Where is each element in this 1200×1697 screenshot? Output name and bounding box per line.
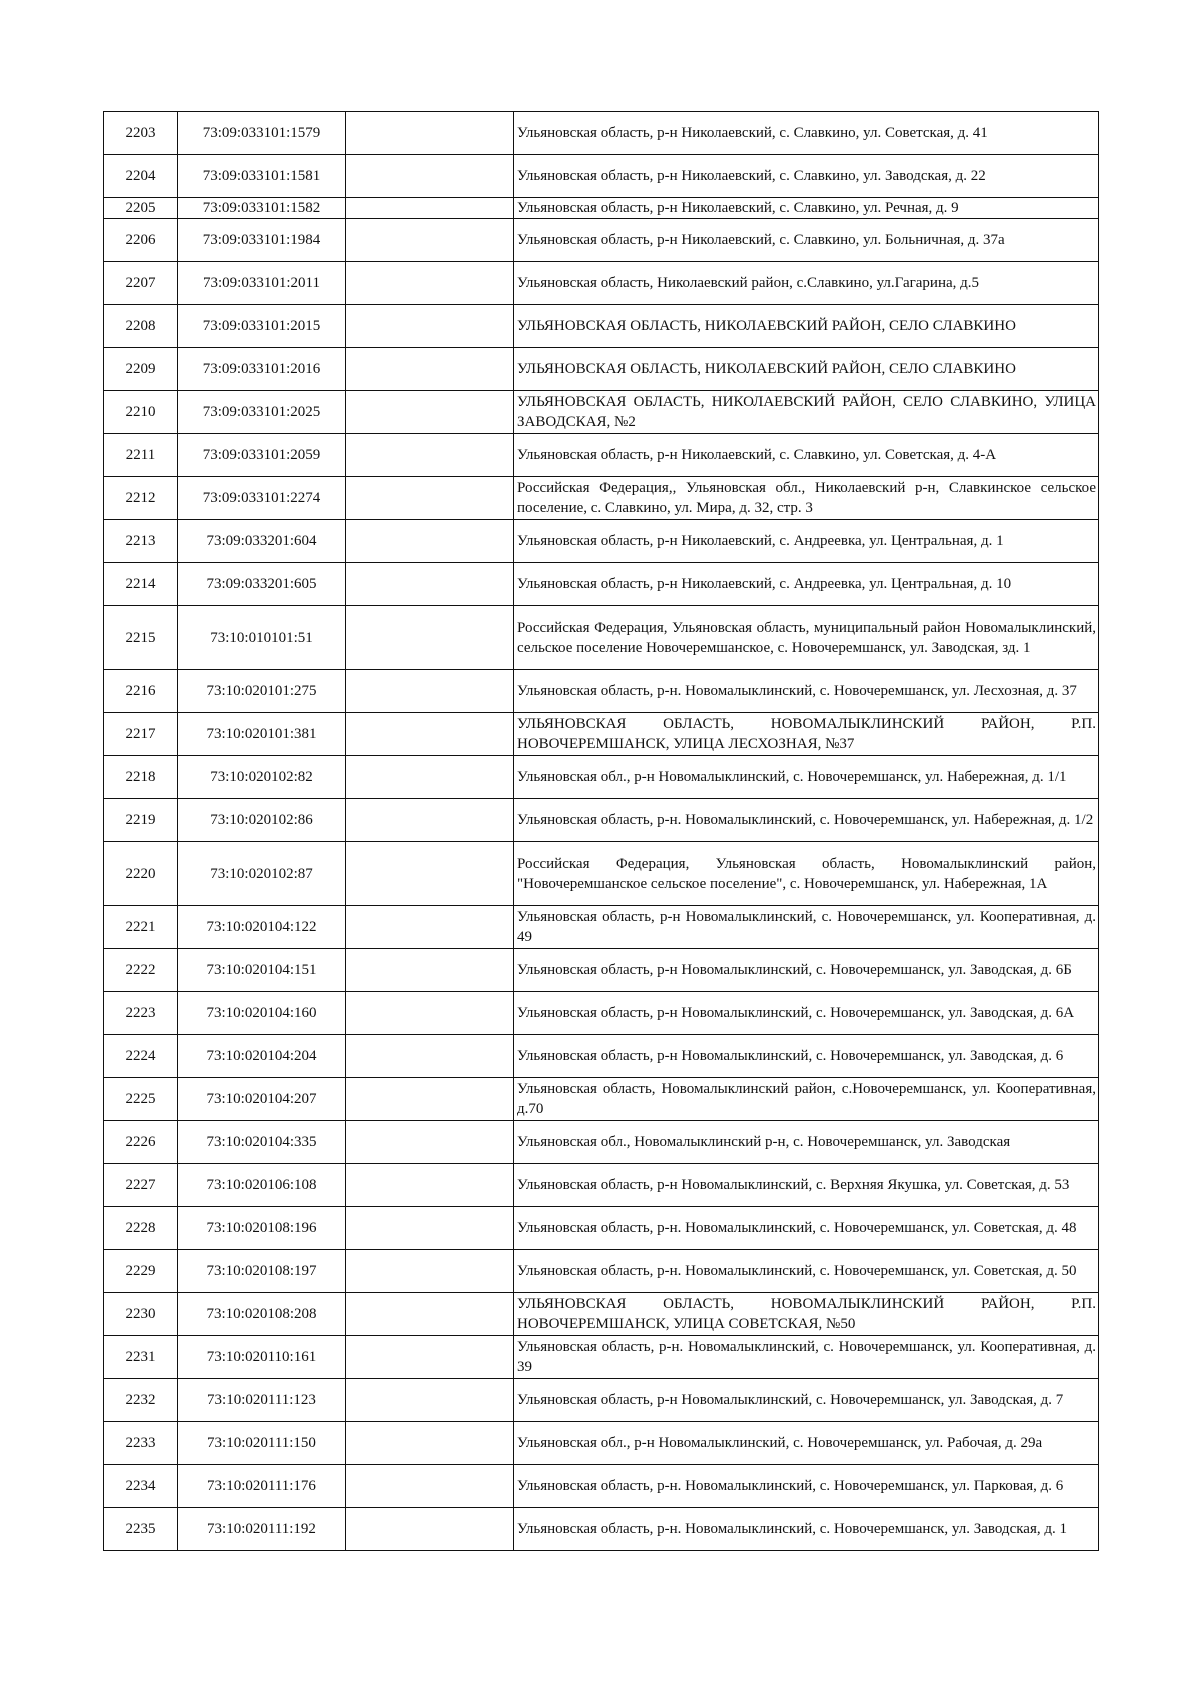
cadastral-number: 73:10:020104:151 [178,949,346,992]
address-cell: Ульяновская область, р-н Новомалыклинский, с. Новочеремшанск, ул. Заводская, д. 6А [514,992,1099,1035]
cadastral-number: 73:10:020110:161 [178,1336,346,1379]
table-row [104,1293,1099,1336]
row-number: 2219 [104,799,178,842]
cadastral-number: 73:10:020104:335 [178,1121,346,1164]
row-number: 2212 [104,477,178,520]
empty-cell [346,1207,514,1250]
cadastral-number: 73:10:020101:381 [178,713,346,756]
row-number: 2225 [104,1078,178,1121]
address-cell: Ульяновская область, р-н. Новомалыклинский, с. Новочеремшанск, ул. Лесхозная, д. 37 [514,670,1099,713]
cadastral-number: 73:10:010101:51 [178,606,346,670]
address-cell: Ульяновская область, р-н Николаевский, с. Славкино, ул. Заводская, д. 22 [514,155,1099,198]
table-row [104,949,1099,992]
table-row [104,563,1099,606]
row-number: 2213 [104,520,178,563]
table-row [104,477,1099,520]
empty-cell [346,1121,514,1164]
row-number: 2215 [104,606,178,670]
address-cell: УЛЬЯНОВСКАЯ ОБЛАСТЬ, НОВОМАЛЫКЛИНСКИЙ РАЙОН, Р.П. НОВОЧЕРЕМШАНСК, УЛИЦА СОВЕТСКАЯ, №50 [514,1293,1099,1336]
cadastral-number: 73:09:033201:605 [178,563,346,606]
table-row [104,1078,1099,1121]
row-number: 2222 [104,949,178,992]
table-row [104,1164,1099,1207]
cadastral-number: 73:09:033101:2274 [178,477,346,520]
cadastral-number: 73:09:033101:1984 [178,219,346,262]
empty-cell [346,155,514,198]
address-cell: Ульяновская область, р-н Николаевский, с. Славкино, ул. Больничная, д. 37а [514,219,1099,262]
address-cell: Ульяновская обл., р-н Новомалыклинский, с. Новочеремшанск, ул. Набережная, д. 1/1 [514,756,1099,799]
row-number: 2204 [104,155,178,198]
table-row [104,391,1099,434]
row-number: 2220 [104,842,178,906]
table-row [104,906,1099,949]
cadastral-number: 73:10:020108:208 [178,1293,346,1336]
address-cell: Ульяновская область, р-н Новомалыклинский, с. Верхняя Якушка, ул. Советская, д. 53 [514,1164,1099,1207]
row-number: 2205 [104,198,178,219]
empty-cell [346,1293,514,1336]
cadastral-number: 73:10:020111:150 [178,1422,346,1465]
cadastral-number: 73:10:020101:275 [178,670,346,713]
address-cell: УЛЬЯНОВСКАЯ ОБЛАСТЬ, НОВОМАЛЫКЛИНСКИЙ РАЙОН, Р.П. НОВОЧЕРЕМШАНСК, УЛИЦА ЛЕСХОЗНАЯ, №37 [514,713,1099,756]
address-cell: Ульяновская область, р-н Новомалыклинский, с. Новочеремшанск, ул. Кооперативная, д. 49 [514,906,1099,949]
table-row [104,1035,1099,1078]
empty-cell [346,219,514,262]
empty-cell [346,563,514,606]
table-row [104,1336,1099,1379]
table-row [104,1422,1099,1465]
row-number: 2207 [104,262,178,305]
row-number: 2229 [104,1250,178,1293]
table-row [104,1465,1099,1508]
row-number: 2224 [104,1035,178,1078]
address-cell: Ульяновская область, р-н Новомалыклинский, с. Новочеремшанск, ул. Заводская, д. 6 [514,1035,1099,1078]
table-row [104,112,1099,155]
table-row [104,348,1099,391]
cadastral-number: 73:10:020106:108 [178,1164,346,1207]
row-number: 2232 [104,1379,178,1422]
cadastral-number: 73:10:020102:82 [178,756,346,799]
table-row [104,262,1099,305]
empty-cell [346,262,514,305]
address-cell: Ульяновская обл., Новомалыклинский р-н, с. Новочеремшанск, ул. Заводская [514,1121,1099,1164]
empty-cell [346,1164,514,1207]
empty-cell [346,1422,514,1465]
table-row [104,756,1099,799]
table-row [104,198,1099,219]
cadastral-number: 73:09:033101:1579 [178,112,346,155]
row-number: 2223 [104,992,178,1035]
empty-cell [346,842,514,906]
row-number: 2233 [104,1422,178,1465]
row-number: 2231 [104,1336,178,1379]
row-number: 2217 [104,713,178,756]
table-row [104,992,1099,1035]
row-number: 2216 [104,670,178,713]
cadastral-registry-table [103,111,1099,1551]
table-row [104,520,1099,563]
table-row [104,799,1099,842]
cadastral-number: 73:10:020108:196 [178,1207,346,1250]
address-cell: Ульяновская область, Николаевский район, с.Славкино, ул.Гагарина, д.5 [514,262,1099,305]
address-cell: Ульяновская область, р-н. Новомалыклинский, с. Новочеремшанск, ул. Советская, д. 48 [514,1207,1099,1250]
address-cell: Российская Федерация, Ульяновская область, муниципальный район Новомалыклинский, сельское поселение Новочеремшанское, с. Новочеремшанск, ул. Заводская, зд. 1 [514,606,1099,670]
empty-cell [346,520,514,563]
row-number: 2206 [104,219,178,262]
row-number: 2226 [104,1121,178,1164]
table-row [104,219,1099,262]
empty-cell [346,1078,514,1121]
table-row [104,305,1099,348]
cadastral-number: 73:10:020108:197 [178,1250,346,1293]
empty-cell [346,992,514,1035]
empty-cell [346,906,514,949]
empty-cell [346,348,514,391]
empty-cell [346,1379,514,1422]
cadastral-number: 73:09:033101:2025 [178,391,346,434]
empty-cell [346,391,514,434]
table-row [104,155,1099,198]
table-row [104,606,1099,670]
row-number: 2234 [104,1465,178,1508]
row-number: 2230 [104,1293,178,1336]
address-cell: Ульяновская область, р-н Николаевский, с. Славкино, ул. Речная, д. 9 [514,198,1099,219]
cadastral-number: 73:10:020104:207 [178,1078,346,1121]
row-number: 2228 [104,1207,178,1250]
row-number: 2218 [104,756,178,799]
empty-cell [346,434,514,477]
empty-cell [346,799,514,842]
row-number: 2235 [104,1508,178,1551]
address-cell: Ульяновская область, р-н. Новомалыклинский, с. Новочеремшанск, ул. Заводская, д. 1 [514,1508,1099,1551]
address-cell: Ульяновская область, р-н Николаевский, с. Славкино, ул. Советская, д. 4-А [514,434,1099,477]
empty-cell [346,198,514,219]
table-row [104,1207,1099,1250]
empty-cell [346,756,514,799]
cadastral-number: 73:09:033101:2059 [178,434,346,477]
address-cell: Ульяновская область, р-н. Новомалыклинский, с. Новочеремшанск, ул. Парковая, д. 6 [514,1465,1099,1508]
address-cell: УЛЬЯНОВСКАЯ ОБЛАСТЬ, НИКОЛАЕВСКИЙ РАЙОН, СЕЛО СЛАВКИНО [514,348,1099,391]
address-cell: Ульяновская область, р-н. Новомалыклинский, с. Новочеремшанск, ул. Кооперативная, д. 39 [514,1336,1099,1379]
cadastral-number: 73:09:033101:2011 [178,262,346,305]
table-row [104,1121,1099,1164]
table-row [104,1508,1099,1551]
address-cell: Ульяновская область, р-н Николаевский, с. Андреевка, ул. Центральная, д. 1 [514,520,1099,563]
empty-cell [346,713,514,756]
cadastral-number: 73:10:020102:87 [178,842,346,906]
empty-cell [346,1035,514,1078]
row-number: 2211 [104,434,178,477]
empty-cell [346,305,514,348]
empty-cell [346,1465,514,1508]
row-number: 2208 [104,305,178,348]
table-row [104,1379,1099,1422]
cadastral-number: 73:09:033101:2015 [178,305,346,348]
address-cell: Ульяновская область, р-н. Новомалыклинский, с. Новочеремшанск, ул. Советская, д. 50 [514,1250,1099,1293]
cadastral-number: 73:10:020111:192 [178,1508,346,1551]
cadastral-number: 73:10:020111:176 [178,1465,346,1508]
empty-cell [346,606,514,670]
row-number: 2221 [104,906,178,949]
cadastral-number: 73:10:020104:204 [178,1035,346,1078]
cadastral-number: 73:09:033101:1581 [178,155,346,198]
address-cell: Ульяновская область, р-н Николаевский, с. Славкино, ул. Советская, д. 41 [514,112,1099,155]
cadastral-number: 73:10:020111:123 [178,1379,346,1422]
row-number: 2227 [104,1164,178,1207]
cadastral-number: 73:09:033201:604 [178,520,346,563]
address-cell: Ульяновская область, Новомалыклинский район, с.Новочеремшанск, ул. Кооперативная, д.70 [514,1078,1099,1121]
table-row [104,842,1099,906]
cadastral-number: 73:10:020104:122 [178,906,346,949]
empty-cell [346,949,514,992]
address-cell: Ульяновская область, р-н. Новомалыклинский, с. Новочеремшанск, ул. Набережная, д. 1/2 [514,799,1099,842]
address-cell: УЛЬЯНОВСКАЯ ОБЛАСТЬ, НИКОЛАЕВСКИЙ РАЙОН, СЕЛО СЛАВКИНО [514,305,1099,348]
empty-cell [346,1250,514,1293]
address-cell: Ульяновская область, р-н Новомалыклинский, с. Новочеремшанск, ул. Заводская, д. 7 [514,1379,1099,1422]
row-number: 2203 [104,112,178,155]
cadastral-number: 73:10:020102:86 [178,799,346,842]
table-row [104,1250,1099,1293]
table-row [104,670,1099,713]
cadastral-number: 73:10:020104:160 [178,992,346,1035]
address-cell: Ульяновская область, р-н Новомалыклинский, с. Новочеремшанск, ул. Заводская, д. 6Б [514,949,1099,992]
address-cell: Ульяновская обл., р-н Новомалыклинский, с. Новочеремшанск, ул. Рабочая, д. 29а [514,1422,1099,1465]
cadastral-number: 73:09:033101:2016 [178,348,346,391]
empty-cell [346,670,514,713]
empty-cell [346,477,514,520]
table-row [104,434,1099,477]
address-cell: УЛЬЯНОВСКАЯ ОБЛАСТЬ, НИКОЛАЕВСКИЙ РАЙОН, СЕЛО СЛАВКИНО, УЛИЦА ЗАВОДСКАЯ, №2 [514,391,1099,434]
row-number: 2210 [104,391,178,434]
address-cell: Российская Федерация, Ульяновская область, Новомалыклинский район, "Новочеремшанское сельское поселение", с. Новочеремшанск, ул. Набережная, 1А [514,842,1099,906]
cadastral-number: 73:09:033101:1582 [178,198,346,219]
table-row [104,713,1099,756]
empty-cell [346,1508,514,1551]
row-number: 2214 [104,563,178,606]
empty-cell [346,112,514,155]
address-cell: Ульяновская область, р-н Николаевский, с. Андреевка, ул. Центральная, д. 10 [514,563,1099,606]
address-cell: Российская Федерация,, Ульяновская обл., Николаевский р-н, Славкинское сельское поселение, с. Славкино, ул. Мира, д. 32, стр. 3 [514,477,1099,520]
row-number: 2209 [104,348,178,391]
empty-cell [346,1336,514,1379]
